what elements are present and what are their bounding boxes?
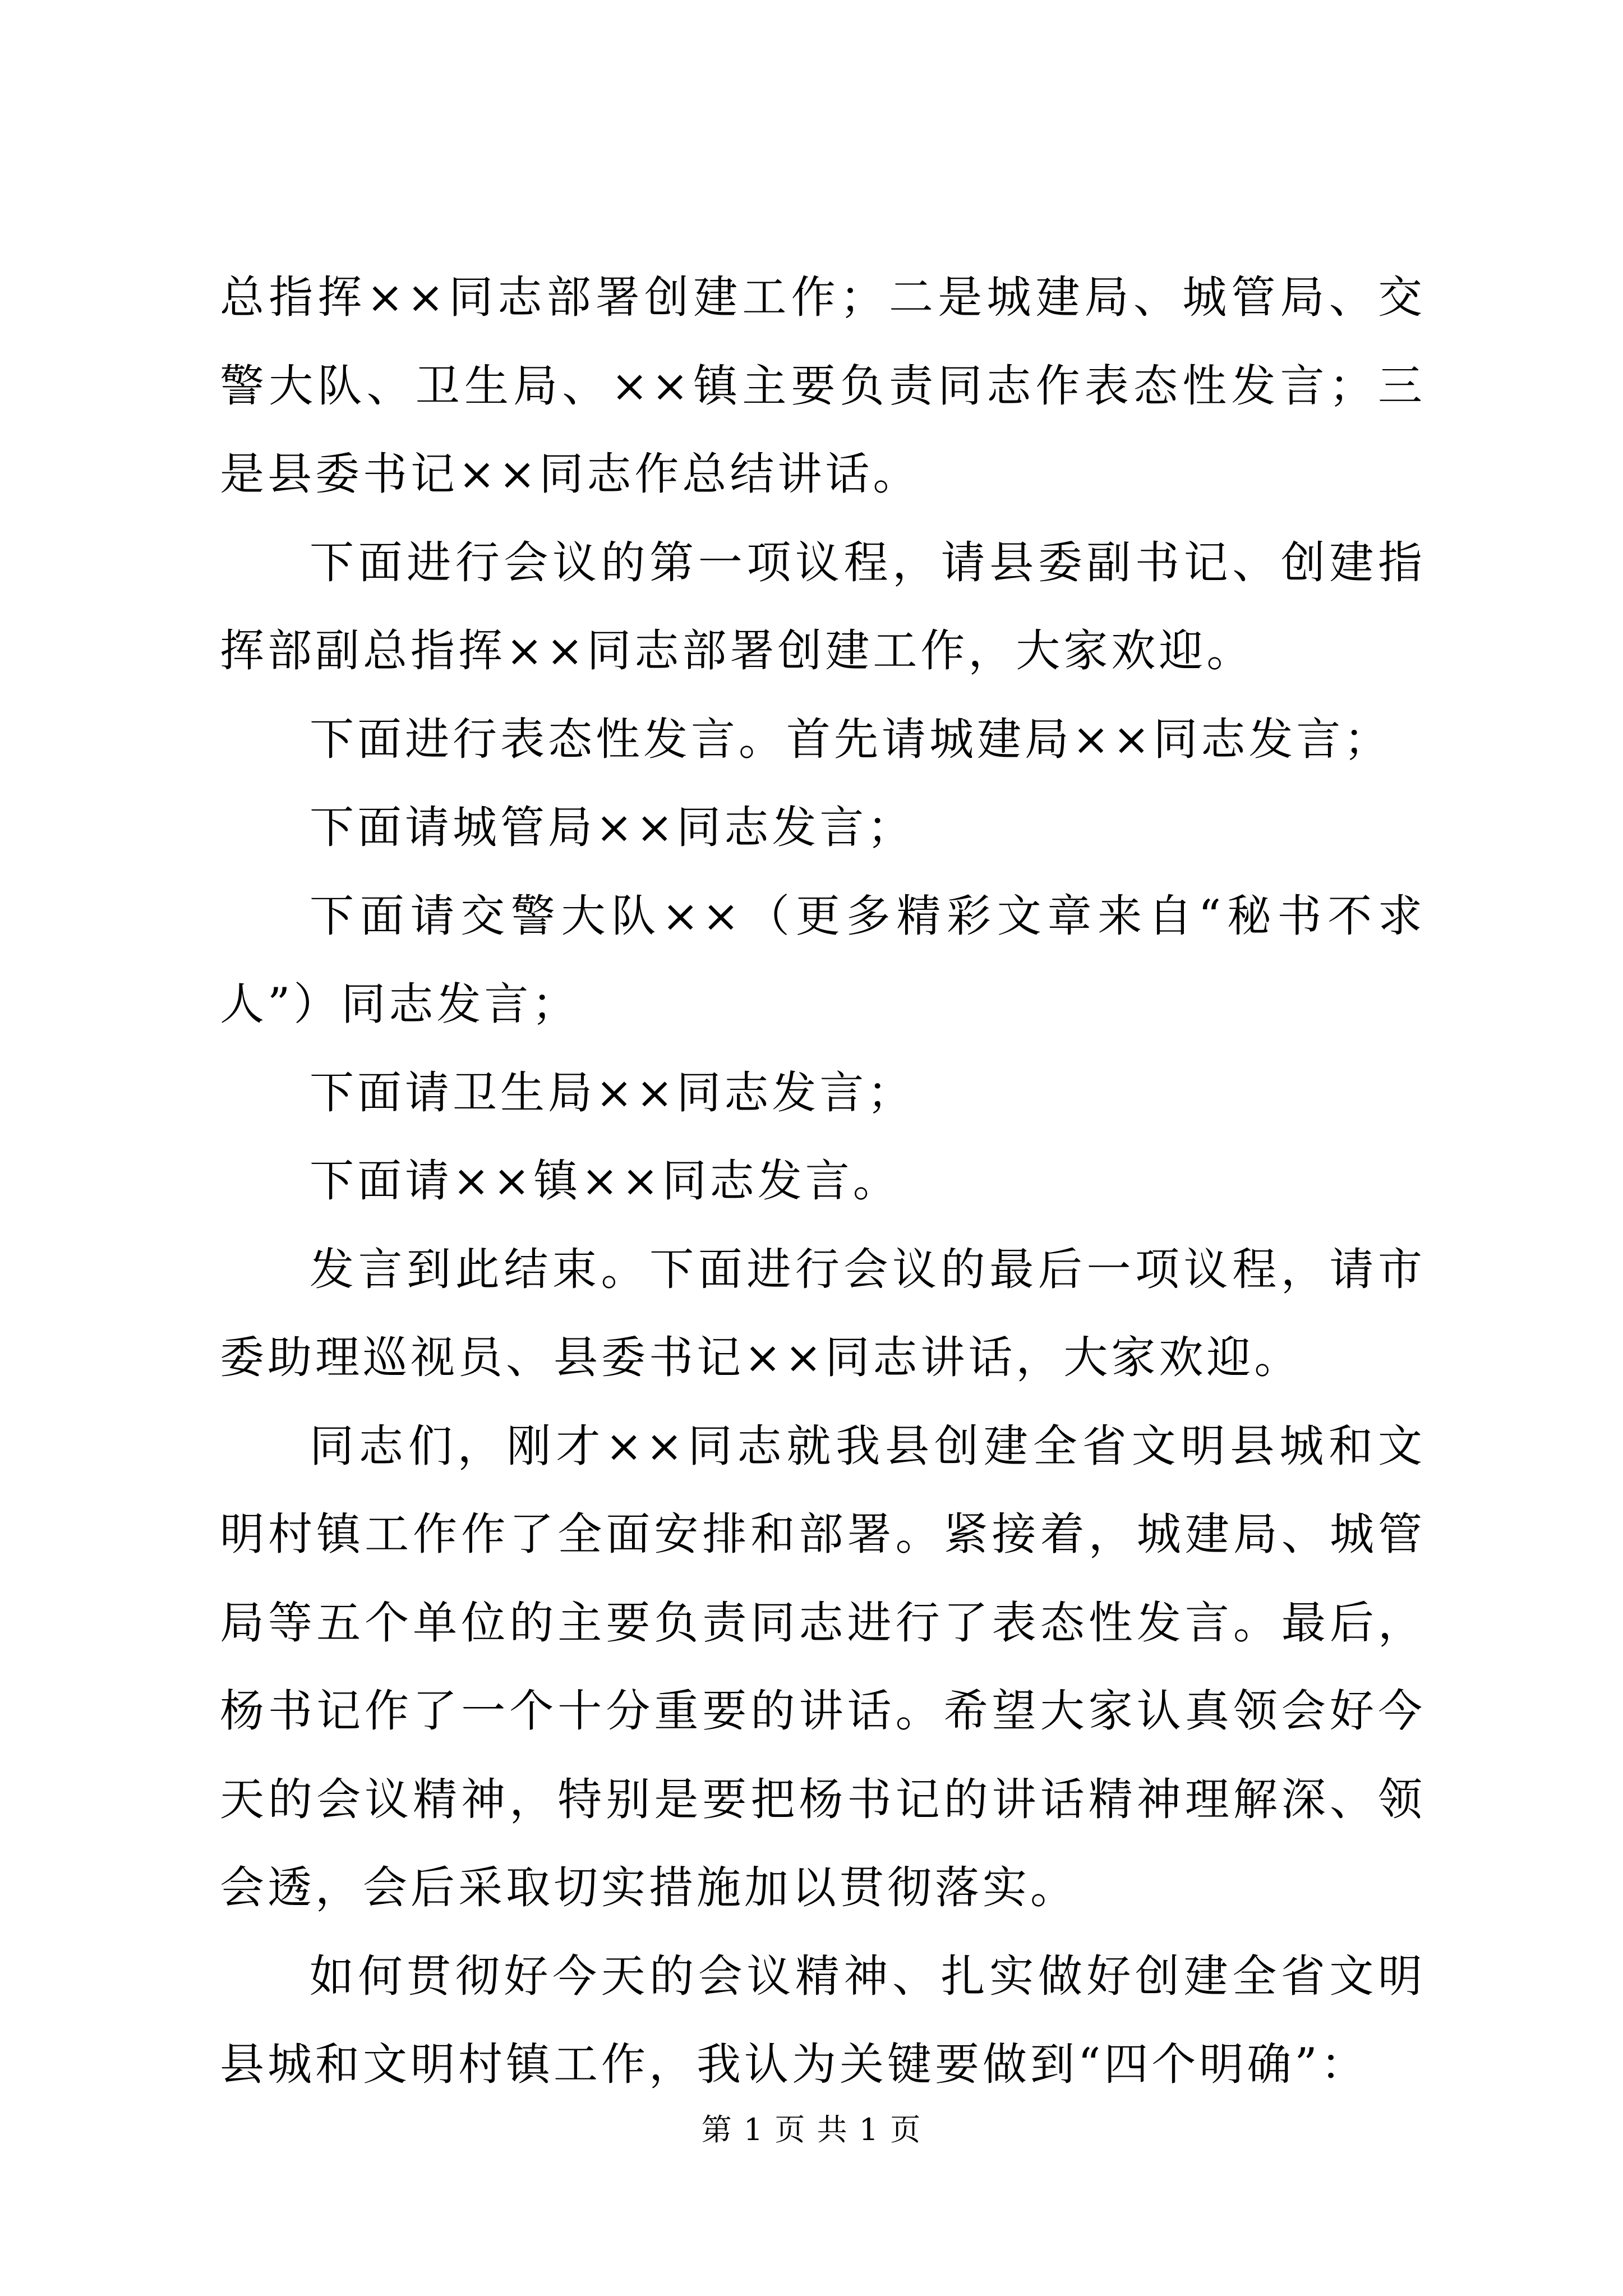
paragraph-3: 下面进行表态性发言。首先请城建局××同志发言； [310, 713, 1392, 765]
page-footer [0, 2110, 1623, 2150]
paragraph-6: 下面请卫生局××同志发言； [310, 1066, 915, 1119]
paragraph-9: 同志们，刚才××同志就我县创建全省文明县城和文明村镇工作作了全面安排和部署。紧接着，城建局、城管局等五个单位的主要负责同志进行了表态性发言。最后，杨书记作了一个十分重要的讲话。希望大家认真领会好今天的会议精神，特别是要把杨书记的讲话精神理解深、领会透，会后采取切实措施加以贯彻落实。 [220, 1420, 1426, 1913]
paragraph-8: 发言到此结束。下面进行会议的最后一项议程，请市委助理巡视员、县委书记××同志讲话，大家欢迎。 [220, 1243, 1426, 1383]
paragraph-5: 下面请交警大队××（更多精彩文章来自“秘书不求人”）同志发言； [220, 890, 1426, 1030]
page-number-label: 第 1 页 共 1 页 [701, 2112, 922, 2147]
paragraph-2: 下面进行会议的第一项议程，请县委副书记、创建指挥部副总指挥××同志部署创建工作，大家欢迎。 [220, 536, 1426, 677]
document-body [220, 254, 1426, 2109]
paragraph-4: 下面请城管局××同志发言； [310, 802, 915, 853]
paragraph-10: 如何贯彻好今天的会议精神、扎实做好创建全省文明县城和文明村镇工作，我认为关键要做到“四个明确”： [220, 1950, 1426, 2090]
paragraph-7: 下面请××镇××同志发言。 [310, 1155, 901, 1207]
paragraph-1: 总指挥××同志部署创建工作；二是城建局、城管局、交警大队、卫生局、××镇主要负责同志作表态性发言；三是县委书记××同志作总结讲话。 [220, 272, 1426, 500]
